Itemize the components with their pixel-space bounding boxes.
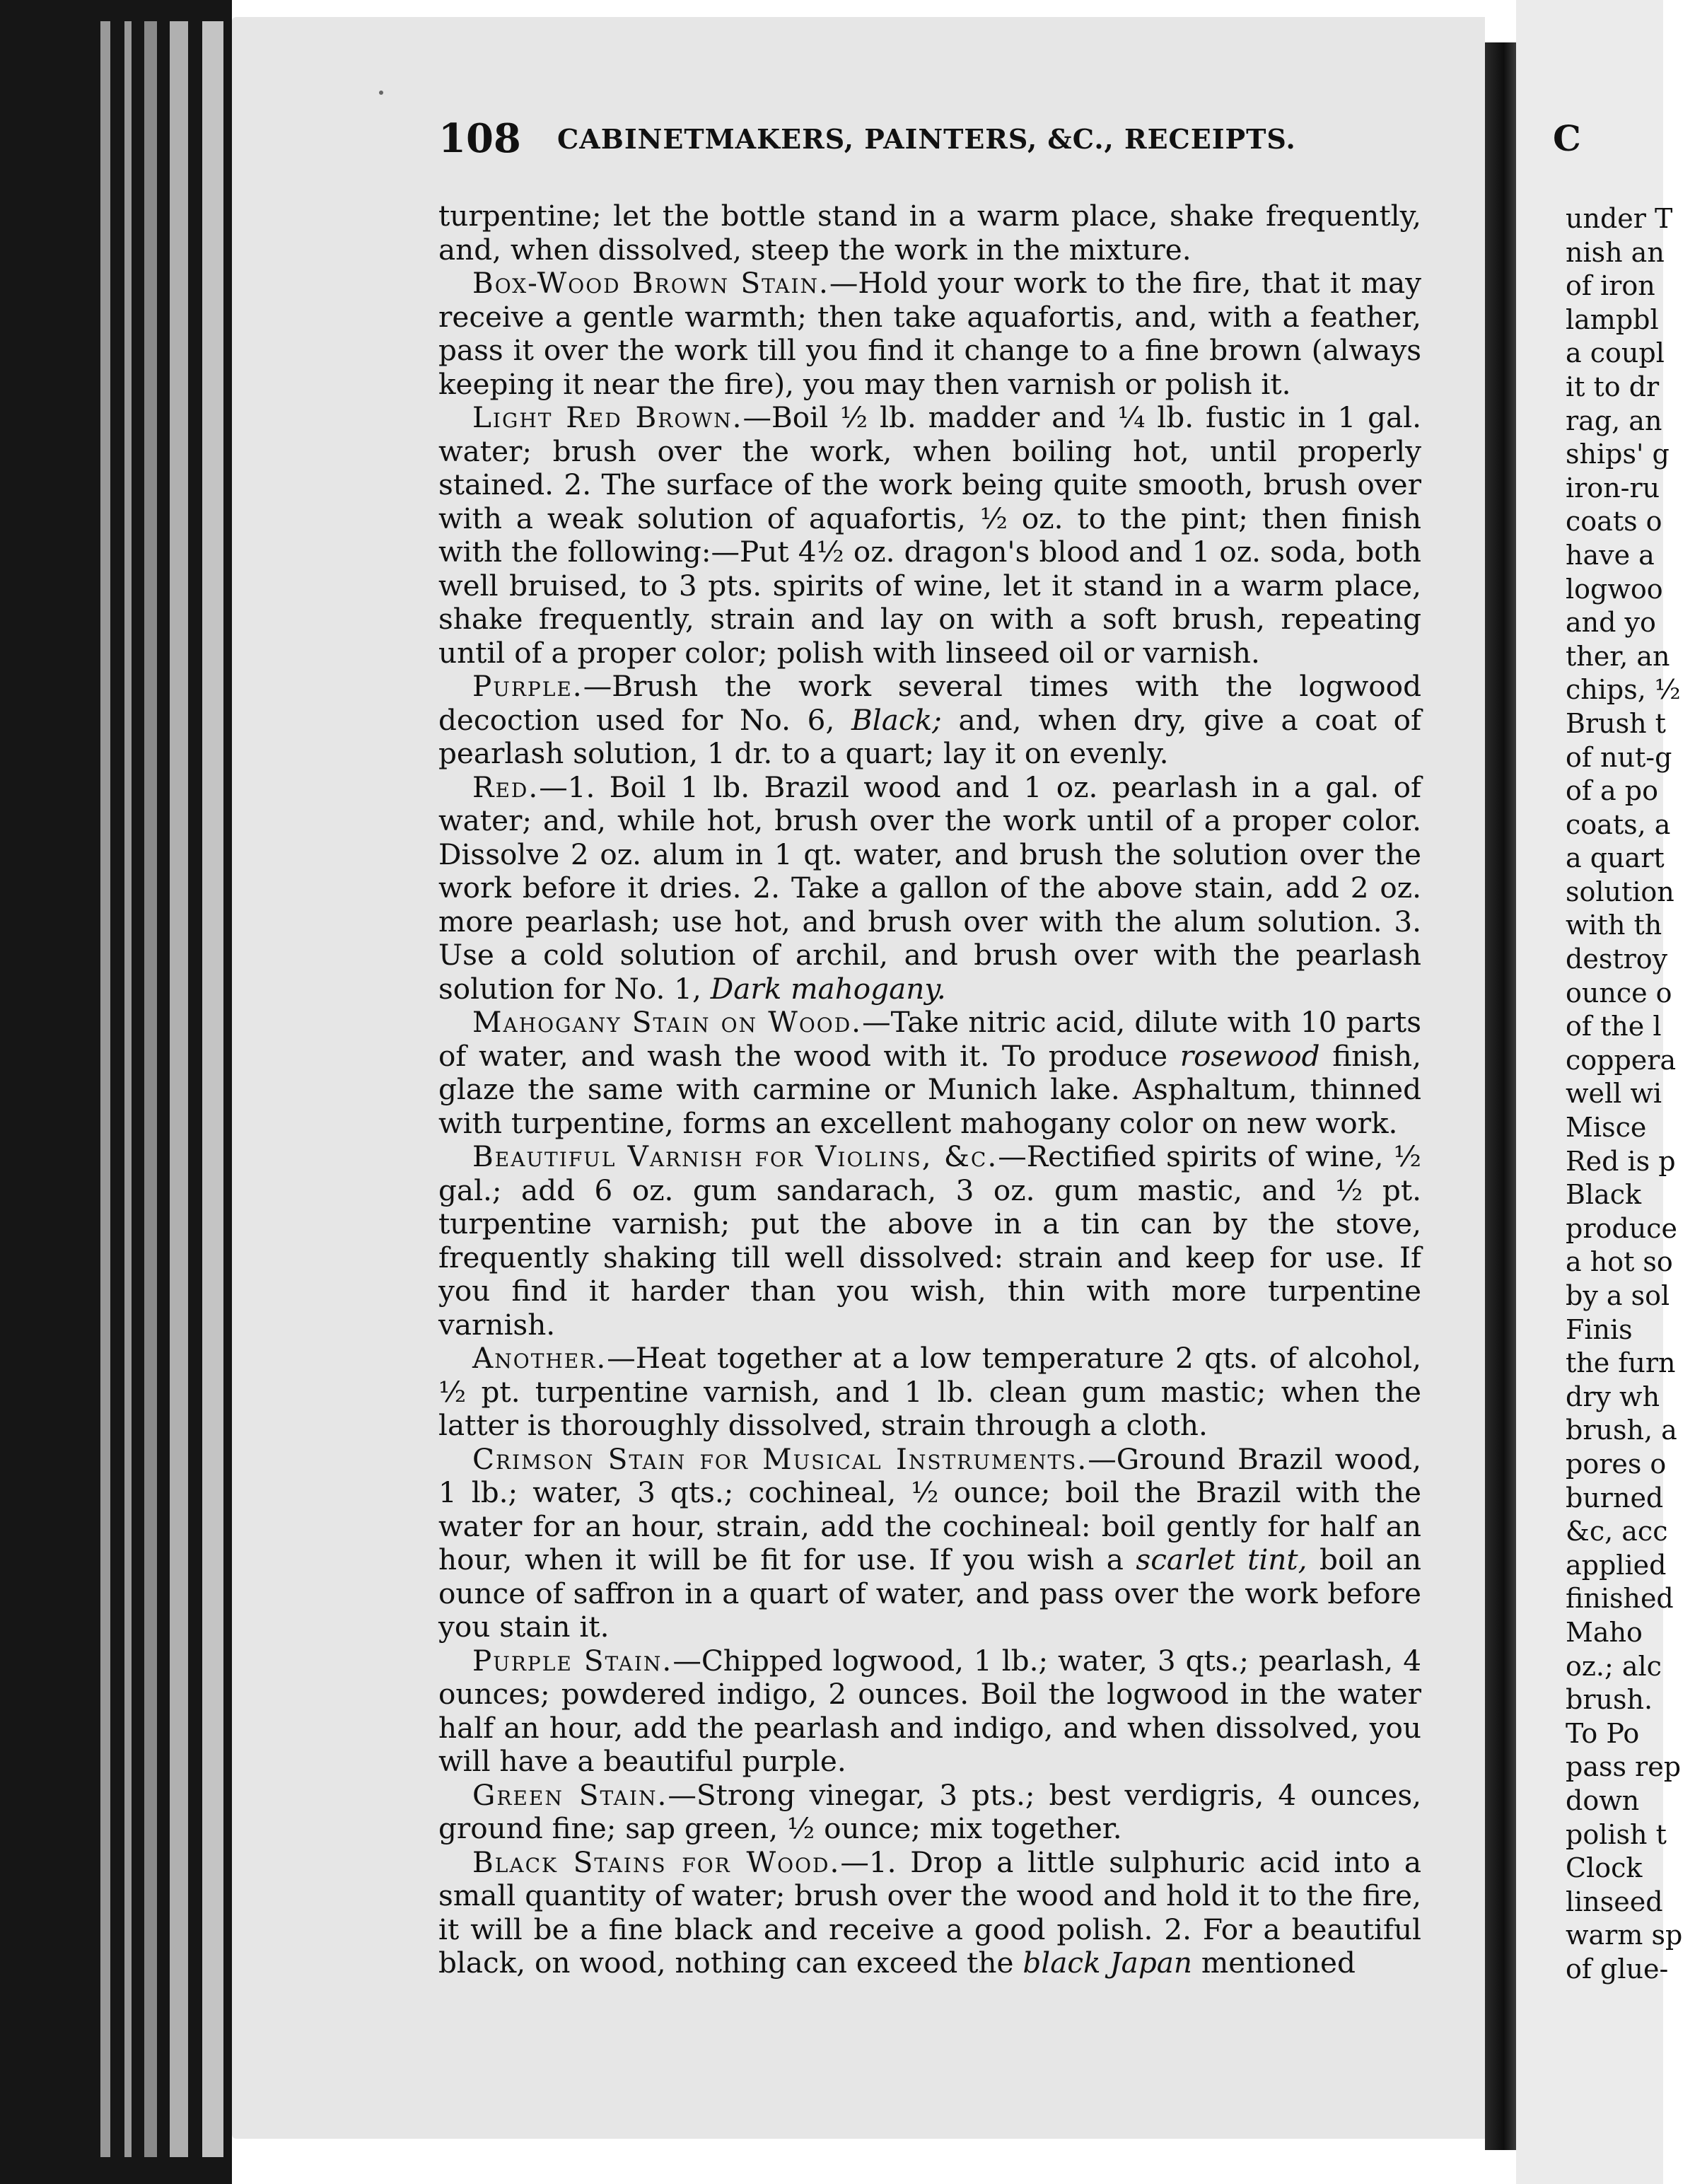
recipe-heading: Light Red Brown.: [472, 400, 743, 434]
recipe-black-stains-for-wood: [438, 1846, 1421, 1980]
right-page-line: have a: [1566, 539, 1655, 571]
right-page-line: dry wh: [1566, 1381, 1660, 1412]
right-page-line: logwoo: [1566, 573, 1663, 605]
right-page-line: solution: [1566, 876, 1674, 907]
right-page-line: pass rep: [1566, 1751, 1682, 1783]
right-page-line: of a po: [1566, 775, 1658, 807]
book-edge-line: [100, 21, 110, 2157]
recipe-italic-reference: black Japan: [1023, 1946, 1192, 1980]
right-page-line: Brush t: [1566, 707, 1666, 739]
recipe-italic-reference: scarlet tint,: [1136, 1543, 1307, 1576]
book-edge-line: [144, 21, 157, 2157]
right-page-line: lampbl: [1566, 303, 1659, 335]
right-page-line: a quart: [1566, 842, 1665, 874]
right-page-line: burned: [1566, 1482, 1664, 1514]
right-page-line: coppera: [1566, 1044, 1677, 1076]
recipe-heading: Mahogany Stain on Wood.: [472, 1005, 863, 1039]
recipe-heading: Crimson Stain for Musical Instruments.: [472, 1441, 1088, 1476]
right-running-title-fragment: C: [1553, 117, 1581, 159]
recipe-italic-reference: rosewood: [1179, 1038, 1320, 1073]
right-page-text: [1566, 202, 1707, 1986]
right-page-line: the furn: [1566, 1347, 1676, 1379]
right-page-line: destroy: [1566, 943, 1668, 975]
right-page-line: nish an: [1566, 236, 1665, 268]
recipe-text: boil an ounce of saffron in a quart of water, and pass over the work before you stain it.: [438, 1543, 1421, 1644]
right-page-line: and yo: [1566, 607, 1656, 639]
right-page-line: coats o: [1566, 506, 1662, 538]
recipe-heading: Green Stain.: [472, 1777, 668, 1812]
book-edge-line: [170, 21, 188, 2157]
recipe-heading: Black Stains for Wood.: [472, 1845, 841, 1879]
recipe-heading: Purple Stain.: [472, 1643, 673, 1678]
recipe-varnish-for-violins: [438, 1140, 1421, 1342]
right-page-line: oz.; alc: [1566, 1650, 1662, 1682]
right-page-line: To Po: [1566, 1717, 1640, 1749]
right-page-line: Red is p: [1566, 1145, 1676, 1177]
recipe-heading: Another.: [472, 1341, 607, 1375]
recipe-heading: Red.: [472, 769, 540, 804]
right-page-line: Finis: [1566, 1313, 1633, 1345]
recipe-purple-stain: [438, 1644, 1421, 1779]
right-page-line: of iron: [1566, 270, 1655, 302]
book-edge-line: [202, 21, 223, 2157]
right-page-fragment: [1516, 0, 1683, 2184]
recipe-light-red-brown: [438, 401, 1421, 670]
right-page-line: Misce: [1566, 1112, 1647, 1144]
right-page-line: by a sol: [1566, 1280, 1670, 1311]
book-gutter: [1485, 42, 1516, 2150]
right-page-line: pores o: [1566, 1448, 1667, 1480]
recipe-text: —Hold your work to the fire, that it may receive a gentle warmth; then take aquafortis, and, with a feather, pass it over the work till you find it change to a fine brown (always keeping it near the fire), you may then varnish or polish it.: [438, 266, 1421, 401]
recipe-text: and, when dry, give a coat of pearlash solution, 1 dr. to a quart; lay it on evenly.: [438, 702, 1421, 770]
recipe-crimson-stain: [438, 1443, 1421, 1644]
recipe-text: —Heat together at a low temperature 2 qts. of alcohol, ½ pt. turpentine varnish, and 1 lb. clean gum mastic; when the latter is thoroughly dissolved, strain through a cloth.: [438, 1341, 1421, 1442]
right-page-line: linseed: [1566, 1886, 1663, 1917]
running-title: CABINETMAKERS, PAINTERS, &C., RECEIPTS.: [557, 123, 1296, 155]
running-head: [438, 117, 1457, 160]
right-page-line: a hot so: [1566, 1246, 1673, 1278]
right-page-line: of glue-: [1566, 1953, 1669, 1985]
right-page-line: of the l: [1566, 1011, 1662, 1042]
paragraph-text: turpentine; let the bottle stand in a warm place, shake frequently, and, when dissolved, steep the work in the mixture.: [438, 199, 1421, 267]
right-page-line: finished: [1566, 1583, 1674, 1615]
right-page-line: coats, a: [1566, 808, 1671, 840]
right-page-line: applied: [1566, 1549, 1667, 1581]
recipe-heading: Beautiful Varnish for Violins, &c.: [472, 1139, 998, 1173]
right-page-line: polish t: [1566, 1818, 1667, 1850]
right-page-line: chips, ½: [1566, 674, 1681, 706]
book-edge-left: [0, 0, 232, 2184]
right-page-line: ounce o: [1566, 977, 1672, 1009]
recipe-text: —Rectified spirits of wine, ½ gal.; add 6 oz. gum sandarach, 3 oz. gum mastic, and ½ pt. turpentine varnish; put the above in a tin can by the stove, frequently shaking till well dissolved: strain and keep for use. If you find it harder than you wish, thin with more turpentine varnish.: [438, 1139, 1421, 1342]
right-page-line: ships' g: [1566, 438, 1670, 470]
right-page-line: &c, acc: [1566, 1516, 1668, 1547]
right-page-line: rag, an: [1566, 405, 1662, 436]
right-page-line: iron-ru: [1566, 472, 1660, 504]
recipe-text: —1. Boil 1 lb. Brazil wood and 1 oz. pearlash in a gal. of water; and, while hot, brush over the work until of a proper color. Dissolve 2 oz. alum in 1 qt. water, and brush the solution over the work before it dries. 2. Take a gallon of the above stain, add 2 oz. more pearlash; use hot, and brush over with the alum solution. 3. Use a cold solution of archil, and brush over with the pearlash solution for No. 1,: [438, 769, 1421, 1006]
page-body: [438, 199, 1421, 1980]
recipe-box-wood-brown-stain: [438, 267, 1421, 401]
right-page-line: of nut-g: [1566, 741, 1672, 773]
right-page-line: down: [1566, 1784, 1640, 1816]
recipe-text: —Ground Brazil wood, 1 lb.; water, 3 qts.; cochineal, ½ ounce; boil the Brazil with the water for an hour, strain, add the cochineal: boil gently for half an hour, when it will be fit for use. If you wish a: [438, 1441, 1421, 1576]
recipe-heading: Purple.: [472, 669, 583, 703]
right-page-line: brush, a: [1566, 1415, 1677, 1446]
recipe-text: mentioned: [1192, 1946, 1356, 1980]
right-page-line: Black: [1566, 1179, 1642, 1211]
paragraph-continuation: [438, 199, 1421, 267]
recipe-red: [438, 771, 1421, 1006]
recipe-text: —Brush the work several times with the logwood decoction used for No. 6,: [438, 669, 1421, 737]
right-page-line: under T: [1566, 203, 1673, 234]
right-page-line: ther, an: [1566, 640, 1670, 672]
right-page-line: Clock: [1566, 1852, 1643, 1884]
recipe-purple: [438, 670, 1421, 771]
recipe-text: —Chipped logwood, 1 lb.; water, 3 qts.; pearlash, 4 ounces; powdered indigo, 2 ounces. Boil the logwood in the water half an hour, add the pearlash and indigo, and when dissolved, you will have a beautiful purple.: [438, 1643, 1421, 1778]
right-page-line: well wi: [1566, 1078, 1662, 1110]
recipe-green-stain: [438, 1779, 1421, 1846]
recipe-mahogany-stain-on-wood: [438, 1006, 1421, 1140]
recipe-text: finish, glaze the same with carmine or Munich lake. Asphaltum, thinned with turpentine, forms an excellent mahogany color on new work.: [438, 1038, 1421, 1140]
right-page-line: brush.: [1566, 1684, 1653, 1716]
recipe-italic-reference: Black;: [851, 702, 942, 737]
dust-speck: [379, 91, 383, 95]
recipe-text: —1. Drop a little sulphuric acid into a small quantity of water; brush over the wood and hold it to the fire, it will be a fine black and receive a good polish. 2. For a beautiful black, on wood, nothing can exceed the: [438, 1845, 1421, 1980]
right-page-line: warm sp: [1566, 1919, 1683, 1951]
recipe-italic-reference: Dark mahogany.: [710, 971, 946, 1006]
book-edge-line: [124, 21, 132, 2157]
recipe-another: [438, 1342, 1421, 1443]
right-page-line: Maho: [1566, 1616, 1643, 1648]
right-page-line: with th: [1566, 910, 1662, 941]
recipe-text: —Strong vinegar, 3 pts.; best verdigris, 4 ounces, ground fine; sap green, ½ ounce; mix together.: [438, 1777, 1422, 1845]
recipe-heading: Box-Wood Brown Stain.: [472, 266, 829, 300]
right-page-line: it to dr: [1566, 371, 1660, 402]
recipe-text: —Boil ½ lb. madder and ¼ lb. fustic in 1 gal. water; brush over the work, when boiling hot, until properly stained. 2. The surface of the work being quite smooth, brush over with a weak solution of aquafortis, ½ oz. to the pint; then finish with the following:—Put 4½ oz. dragon's blood and 1 oz. soda, both well bruised, to 3 pts. spirits of wine, let it stand in a warm place, shake frequently, strain and lay on with a soft brush, repeating until of a proper color; polish with linseed oil or varnish.: [438, 400, 1422, 670]
page-number: 108: [438, 115, 521, 162]
recipe-text: —Take nitric acid, dilute with 10 parts of water, and wash the wood with it. To produce: [438, 1005, 1421, 1073]
right-page-line: produce: [1566, 1212, 1677, 1244]
right-page-line: a coupl: [1566, 337, 1665, 369]
